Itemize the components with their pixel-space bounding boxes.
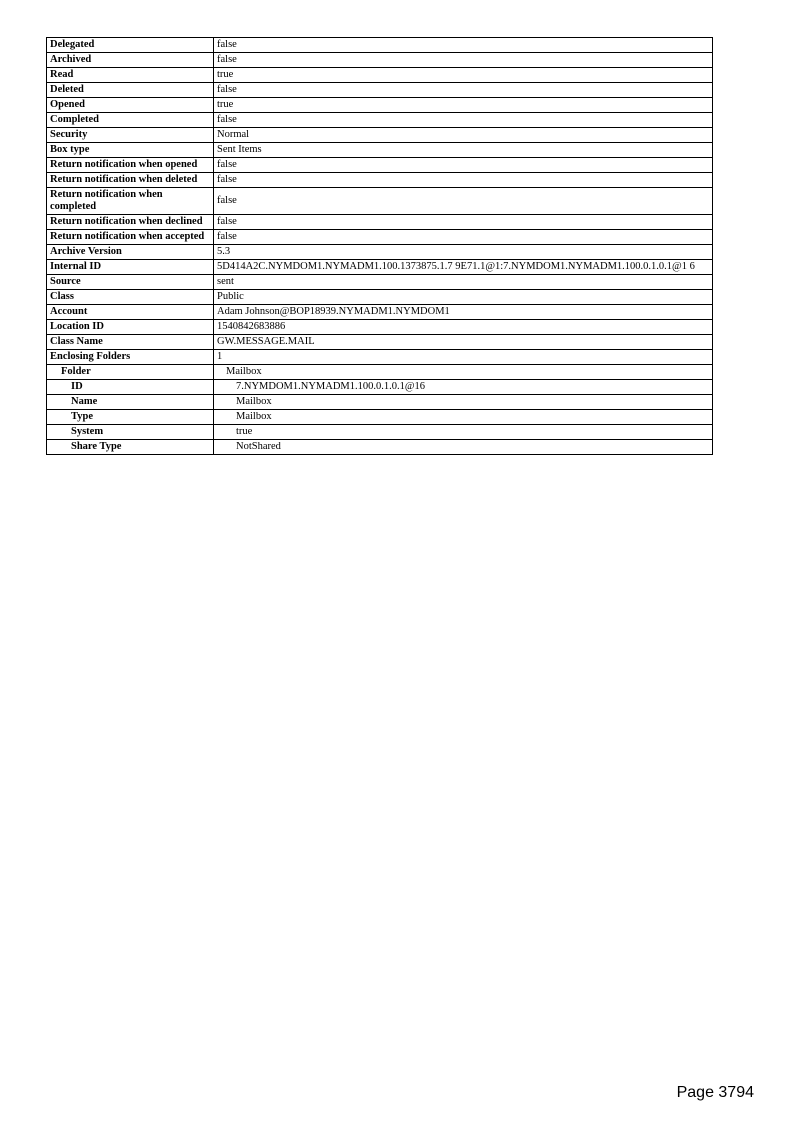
table-row — [47, 113, 713, 128]
property-name: Account — [47, 305, 214, 320]
property-name: Security — [47, 128, 214, 143]
table-row — [47, 173, 713, 188]
table-row — [47, 83, 713, 98]
property-value: false — [214, 83, 713, 98]
property-value: Public — [214, 290, 713, 305]
property-value: true — [214, 425, 713, 440]
table-row — [47, 335, 713, 350]
property-name: Return notification when completed — [47, 188, 214, 215]
property-name: Return notification when deleted — [47, 173, 214, 188]
property-value: true — [214, 68, 713, 83]
property-name: Class — [47, 290, 214, 305]
property-value: true — [214, 98, 713, 113]
property-value: Mailbox — [214, 365, 713, 380]
property-value: false — [214, 53, 713, 68]
property-name: Internal ID — [47, 260, 214, 275]
property-name: Return notification when accepted — [47, 230, 214, 245]
table-row — [47, 395, 713, 410]
property-name: Completed — [47, 113, 214, 128]
table-row — [47, 245, 713, 260]
property-value: false — [214, 173, 713, 188]
property-name: Share Type — [47, 440, 214, 455]
property-name: System — [47, 425, 214, 440]
property-name: ID — [47, 380, 214, 395]
table-row — [47, 188, 713, 215]
page-number: Page 3794 — [676, 1084, 754, 1101]
property-value: sent — [214, 275, 713, 290]
table-row — [47, 320, 713, 335]
property-name: Class Name — [47, 335, 214, 350]
property-value: GW.MESSAGE.MAIL — [214, 335, 713, 350]
property-name: Return notification when declined — [47, 215, 214, 230]
table-row — [47, 440, 713, 455]
table-row — [47, 305, 713, 320]
property-name: Type — [47, 410, 214, 425]
property-value: false — [214, 38, 713, 53]
table-row — [47, 425, 713, 440]
table-row — [47, 350, 713, 365]
property-name: Folder — [47, 365, 214, 380]
property-name: Enclosing Folders — [47, 350, 214, 365]
table-row — [47, 143, 713, 158]
property-value: Mailbox — [214, 395, 713, 410]
table-row — [47, 68, 713, 83]
property-value: NotShared — [214, 440, 713, 455]
table-row — [47, 158, 713, 173]
property-name: Delegated — [47, 38, 214, 53]
table-row — [47, 128, 713, 143]
property-value: false — [214, 230, 713, 245]
property-name: Read — [47, 68, 214, 83]
property-name: Source — [47, 275, 214, 290]
property-value: false — [214, 158, 713, 173]
table-row — [47, 290, 713, 305]
property-name: Location ID — [47, 320, 214, 335]
property-value: 7.NYMDOM1.NYMADM1.100.0.1.0.1@16 — [214, 380, 713, 395]
property-value: 1 — [214, 350, 713, 365]
property-value: false — [214, 188, 713, 215]
property-name: Archive Version — [47, 245, 214, 260]
table-row — [47, 380, 713, 395]
table-row — [47, 215, 713, 230]
property-name: Archived — [47, 53, 214, 68]
property-value: false — [214, 113, 713, 128]
table-row — [47, 275, 713, 290]
property-value: Mailbox — [214, 410, 713, 425]
property-value: false — [214, 215, 713, 230]
property-name: Deleted — [47, 83, 214, 98]
table-row — [47, 38, 713, 53]
property-value: 5D414A2C.NYMDOM1.NYMADM1.100.1373875.1.7 9E71.1@1:7.NYMDOM1.NYMADM1.100.0.1.0.1@1 6 — [214, 260, 713, 275]
table-row — [47, 365, 713, 380]
property-name: Name — [47, 395, 214, 410]
table-row — [47, 230, 713, 245]
property-value: 1540842683886 — [214, 320, 713, 335]
property-name: Return notification when opened — [47, 158, 214, 173]
property-value: Adam Johnson@BOP18939.NYMADM1.NYMDOM1 — [214, 305, 713, 320]
property-name: Box type — [47, 143, 214, 158]
table-row — [47, 410, 713, 425]
table-row — [47, 98, 713, 113]
property-name: Opened — [47, 98, 214, 113]
table-row — [47, 53, 713, 68]
property-value: Sent Items — [214, 143, 713, 158]
properties-table — [46, 37, 713, 455]
property-value: 5.3 — [214, 245, 713, 260]
table-row — [47, 260, 713, 275]
property-value: Normal — [214, 128, 713, 143]
